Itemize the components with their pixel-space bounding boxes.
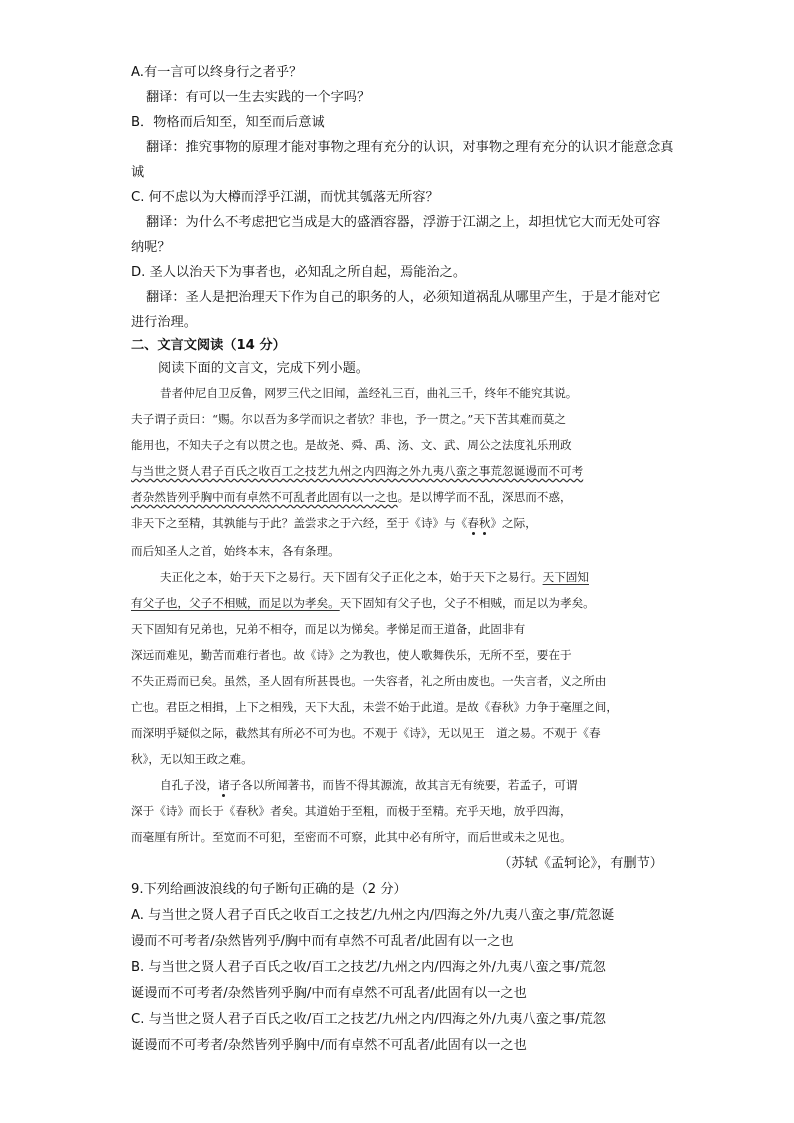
question-9-option-a-line1: A. 与当世之贤人君子百氏之收百工之技艺/九州之内/四海之外/九夷八蛮之事/荒忽诞 — [131, 908, 615, 923]
passage-p2-line1-text: 夫正化之本，始于天下之易行。天下固有父子正化之本，始于天下之易行。 — [160, 570, 543, 584]
passage-p1-line6 — [131, 515, 537, 531]
option-d-text: D. 圣人以治天下为事者也，必知乱之所自起，焉能治之。 — [131, 265, 467, 280]
option-b-translation-line1: 翻译：推究事物的原理才能对事物之理有充分的认识，对事物之理有充分的认识才能意念真 — [146, 140, 674, 155]
option-d-translation-line1: 翻译：圣人是把治理天下作为自己的职务的人，必须知道祸乱从哪里产生，于是才能对它 — [146, 290, 661, 305]
passage-p3-line2: 深于《诗》而长于《春秋》者矣。其道始于至粗，而极于至精。充乎天地，放乎四海， — [131, 804, 572, 818]
option-a-translation: 翻译：有可以一生去实践的一个字吗？ — [146, 90, 371, 105]
dotted-char: 春 — [467, 516, 479, 530]
passage-p3-line1 — [160, 777, 577, 793]
question-9-option-a-line2: 谩而不可考者/杂然皆列乎/胸中而有卓然不可乱者/此固有以一之也 — [131, 934, 514, 949]
passage-p2-line1 — [160, 569, 589, 585]
dotted-char: 秋 — [478, 516, 491, 530]
question-9-option-b-line1: B. 与当世之贤人君子百氏之收/百工之技艺/九州之内/四海之外/九夷八蛮之事/荒忽 — [131, 960, 606, 975]
passage-p1-line5-tail: 。是以博学而不乱，深思而不惑， — [397, 490, 572, 504]
passage-p2-line3: 天下固知有兄弟也，兄弟不相夺，而足以为悌矣。孝悌足而王道备，此固非有 — [131, 622, 526, 636]
option-a-text: A.有一言可以终身行之者乎？ — [131, 65, 303, 80]
passage-p2-underlined: 天下固知 — [542, 570, 589, 584]
dotted-char: 诸 — [217, 778, 230, 792]
passage-source: （苏轼《孟轲论》，有删节） — [498, 856, 663, 871]
option-b-translation-line2: 诚 — [131, 165, 145, 180]
passage-p3-line1-text: 自孔子没， — [160, 778, 218, 792]
question-9-stem: 9.下列给画波浪线的句子断句正确的是（2 分） — [131, 882, 407, 897]
passage-p2-line7: 而深明乎疑似之际，截然其有所必不可为也。不观于《诗》，无以见王 道之易。不观于《春 — [131, 726, 601, 740]
passage-p2-line6: 亡也。君臣之相揖，上下之相残，天下大乱，未尝不始于此道。是故《春秋》力争于毫厘之间， — [131, 700, 618, 714]
option-b-text: B．物格而后知至，知至而后意诚 — [131, 115, 325, 130]
question-9-option-b-line2: 诞谩而不可考者/杂然皆列乎胸/中而有卓然不可乱者/此固有以一之也 — [131, 986, 527, 1001]
option-c-translation-line2: 纳呢？ — [131, 240, 171, 255]
passage-p1-line6-text: 非天下之至精，其孰能与于此？盖尝求之于六经，至于《诗》与《 — [131, 516, 468, 530]
passage-p2-underlined: 有父子也，父子不相贼，而足以为孝矣。 — [131, 596, 340, 610]
passage-p1-line5-wavy: 者杂然皆列乎胸中而有卓然不可乱者此固有以一之也 — [131, 490, 398, 504]
passage-p3-line1-tail: 子各以所闻著书，而皆不得其源流，故其言无有统要，若孟子，可谓 — [229, 778, 578, 792]
passage-p2-line5: 不失正焉而已矣。虽然，圣人固有所甚畏也。一失容者，礼之所由废也。一失言者，义之所由 — [131, 674, 607, 688]
passage-p1-line5 — [131, 489, 572, 505]
section-heading: 二、文言文阅读（14 分） — [131, 338, 286, 353]
passage-p1-line3: 能用也，不知夫子之有以贯之也。是故尧、舜、禹、汤、文、武、周公之法度礼乐刑政 — [131, 438, 572, 452]
passage-p2-line2 — [131, 595, 595, 611]
passage-p2-line8: 秋》，无以知王政之难。 — [131, 752, 253, 766]
passage-p3-line3: 而毫厘有所计。至宽而不可犯，至密而不可察，此其中必有所守，而后世或未之见也。 — [131, 830, 572, 844]
passage-p2-line4: 深远而难见，勤苦而难行者也。故《诗》之为教也，使人歌舞佚乐，无所不至，要在于 — [131, 648, 572, 662]
passage-p1-line1: 昔者仲尼自卫反鲁，网罗三代之旧闻，盖经礼三百，曲礼三千，终年不能究其说。 — [160, 386, 578, 400]
section-instruction: 阅读下面的文言文，完成下列小题。 — [158, 361, 369, 376]
passage-p1-line7: 而后知圣人之首，始终本末，各有条理。 — [131, 544, 340, 558]
passage-p1-line4-wavy: 与当世之贤人君子百氏之收百工之技艺九州之内四海之外九夷八蛮之事荒忽诞谩而不可考 — [131, 464, 584, 478]
option-c-text: C. 何不虑以为大樽而浮乎江湖，而忧其瓠落无所容？ — [131, 190, 439, 205]
option-d-translation-line2: 进行治理。 — [131, 315, 197, 330]
passage-p1-line6-tail: 》之际， — [490, 516, 537, 530]
question-9-option-c-line1: C. 与当世之贤人君子百氏之收/百工之技艺/九州之内/四海之外/九夷八蛮之事/荒忽 — [131, 1012, 606, 1027]
option-c-translation-line1: 翻译：为什么不考虑把它当成是大的盛酒容器，浮游于江湖之上，却担忧它大而无处可容 — [146, 215, 661, 230]
question-9-option-c-line2: 诞谩而不可考者/杂然皆列乎胸中/而有卓然不可乱者/此固有以一之也 — [131, 1038, 527, 1053]
passage-p2-line2-text: 天下固知有父子也，父子不相贼，而足以为孝矣。 — [339, 596, 595, 610]
passage-p1-line2: 夫子谓子贡曰：“赐。尔以吾为多学而识之者欤？非也，予一贯之。”天下苦其难而莫之 — [131, 412, 567, 426]
